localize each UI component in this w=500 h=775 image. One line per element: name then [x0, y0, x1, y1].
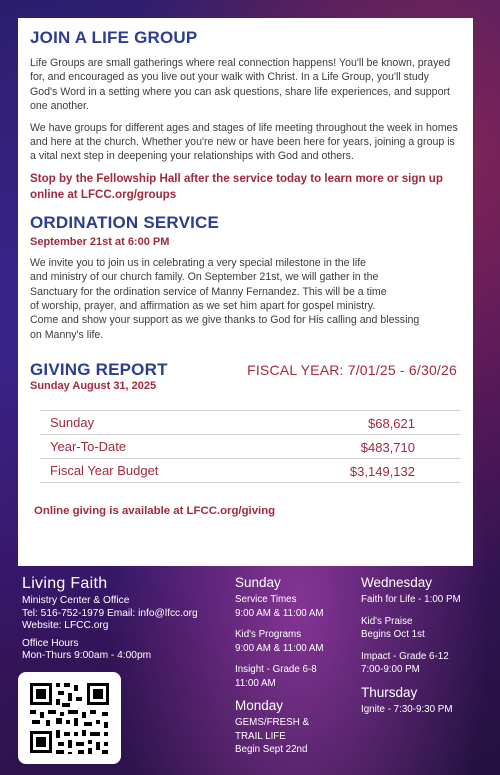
giving-label: Year-To-Date: [50, 439, 127, 455]
event-name: Kid's Programs: [235, 629, 302, 640]
ordination-text: [30, 256, 459, 342]
online-giving-note: Online giving is available at LFCC.org/giving: [34, 505, 276, 518]
table-row: [40, 410, 460, 435]
bulletin-card: [18, 18, 473, 566]
ordination-line: and ministry of our church family. On September 21st, we will gather in the: [30, 271, 379, 284]
contact-info: [22, 595, 198, 663]
giving-value: $68,621: [368, 416, 415, 432]
ordination-line: We invite you to join us in celebrating a very special milestone in the life: [30, 256, 367, 269]
life-group-paragraph-2: We have groups for different ages and stages of life meeting throughout the week in homes and here at the church. Whether you're new or have been here for years, joining a group is a vital next step in deepening your relationships with God and others.: [30, 121, 458, 163]
table-row: [40, 435, 460, 459]
ordination-title: ORDINATION SERVICE: [30, 212, 220, 232]
qr-code-icon: [18, 672, 121, 764]
event-name: Faith for Life - 1:00 PM: [361, 594, 461, 605]
life-group-callout: Stop by the Fellowship Hall after the service today to learn more or sign up online at LFCC.org/groups: [30, 171, 443, 201]
event-time: Begin Sept 22nd: [235, 744, 308, 755]
giving-value: $3,149,132: [349, 464, 415, 480]
event-time: 7:00-9:00 PM: [361, 664, 420, 675]
event-time: Begins Oct 1st: [361, 629, 425, 640]
life-group-paragraph-1: Life Groups are small gatherings where real connection happens! You'll be known, prayed for, and encouraged as you live out your walk with Christ. In a Life Group, you'll study God's Word in a setting where you can ask questions, share life experiences, and support one another.: [30, 57, 451, 113]
ordination-line: on Manny's life.: [30, 328, 104, 341]
giving-title: GIVING REPORT: [30, 360, 168, 380]
schedule-sunday: [235, 575, 355, 757]
church-name: Living Faith: [22, 575, 108, 592]
contact-line: Website: LFCC.org: [22, 620, 109, 631]
event-time: 9:00 AM & 11:00 AM: [235, 607, 324, 619]
qr-code[interactable]: [18, 672, 121, 764]
table-row: [40, 459, 460, 483]
office-hours: Mon-Thurs 9:00am - 4:00pm: [22, 650, 152, 661]
schedule-wednesday: [361, 575, 491, 716]
contact-line: Ministry Center & Office: [22, 595, 130, 606]
event-name: Insight - Grade 6-8: [235, 664, 317, 675]
giving-label: Fiscal Year Budget: [50, 463, 159, 479]
event-name: Impact - Grade 6-12: [361, 650, 449, 662]
day-heading: Monday: [235, 698, 284, 713]
day-heading: Wednesday: [361, 575, 433, 590]
ordination-line: Sanctuary for the ordination service of Manny Fernandez. This will be a time: [30, 285, 387, 298]
giving-header: [30, 360, 459, 380]
ordination-date: September 21st at 6:00 PM: [30, 235, 170, 248]
giving-value: $483,710: [360, 440, 415, 456]
event-name: GEMS/FRESH &: [235, 717, 310, 728]
day-heading: Thursday: [361, 684, 418, 700]
contact-line: Tel: 516-752-1979 Email: info@lfcc.org: [22, 607, 198, 619]
giving-table: [40, 410, 460, 483]
life-group-title: JOIN A LIFE GROUP: [30, 28, 198, 47]
event-name: Ignite - 7:30-9:30 PM: [361, 703, 453, 715]
ordination-line: of worship, prayer, and affirmation as we set him apart for gospel ministry.: [30, 300, 376, 313]
fiscal-year: FISCAL YEAR: 7/01/25 - 6/30/26: [247, 362, 457, 379]
event-name: TRAIL LIFE: [235, 730, 286, 742]
giving-date: Sunday August 31, 2025: [30, 380, 157, 393]
day-heading: Sunday: [235, 575, 281, 590]
ordination-line: Come and show your support as we give thanks to God for His calling and blessing: [30, 314, 420, 327]
giving-label: Sunday: [50, 415, 95, 431]
office-hours-label: Office Hours: [22, 637, 79, 649]
event-name: Kid's Praise: [361, 615, 413, 627]
event-time: 11:00 AM: [235, 677, 276, 689]
event-time: 9:00 AM & 11:00 AM: [235, 642, 324, 654]
event-name: Service Times: [235, 594, 297, 605]
